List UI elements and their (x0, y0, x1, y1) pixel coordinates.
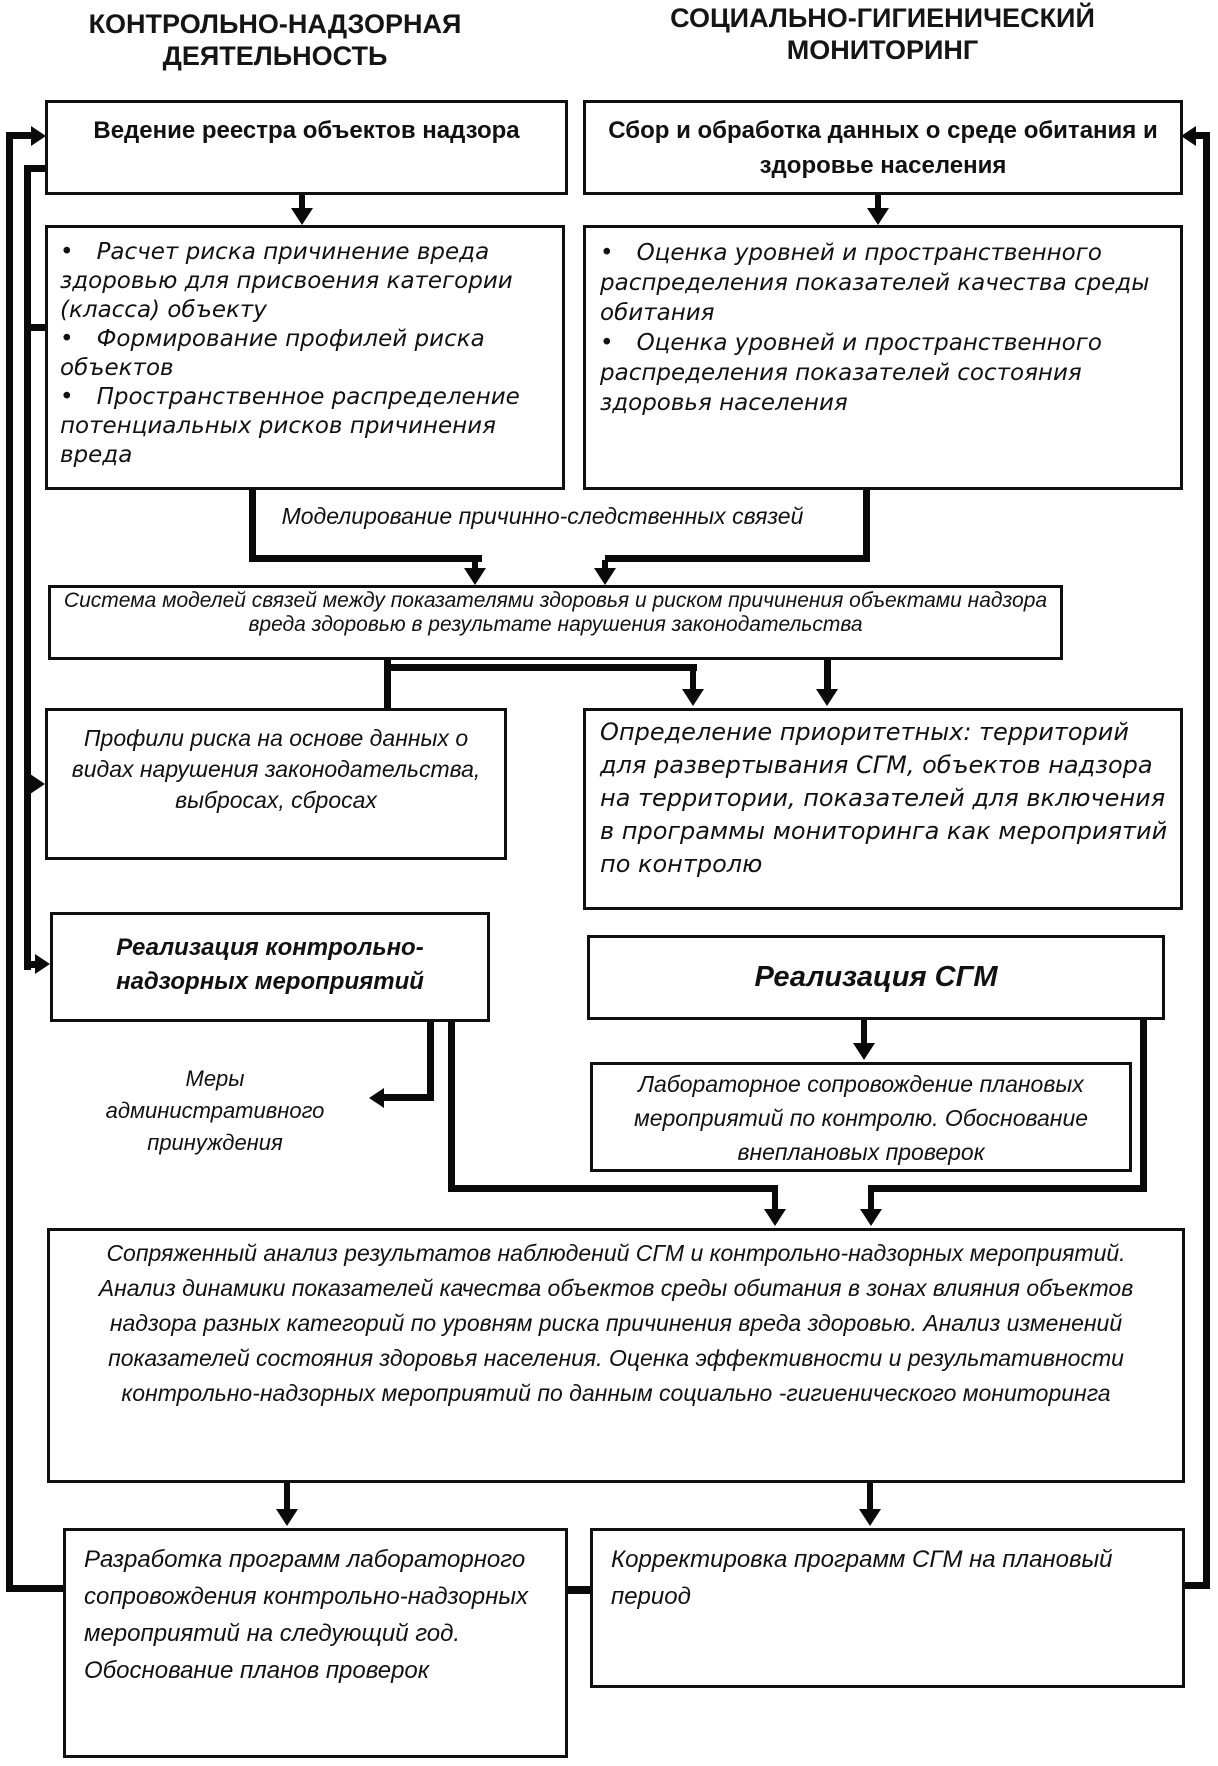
arrowhead-into-sgmadj (859, 1509, 881, 1526)
connector-right-outer-bottom (1185, 1582, 1210, 1589)
connector-sgmtasks-down (863, 490, 870, 555)
connector-kndimpl-down-a (427, 1022, 434, 1101)
sgm-tasks-box (583, 225, 1183, 490)
bullet-item: • Оценка уровней и пространственного распределения показателей качества среды обитания (600, 240, 1150, 326)
arrowhead-into-collection (1181, 126, 1196, 146)
connector-sgmside-horizontal (868, 1185, 1147, 1192)
knd-implementation-box: Реализация контрольно-надзорных мероприятий (50, 912, 490, 1022)
bullet-item: • Оценка уровней и пространственного распределения показателей состояния здоровья населения (600, 330, 1102, 416)
arrowhead-collection-to-tasks (867, 208, 889, 225)
arrowhead-into-priorities-right (816, 689, 838, 706)
connector-joint-drop-right (868, 1192, 874, 1209)
arrowhead-into-priorities-left (682, 689, 704, 706)
data-collection-box: Сбор и обработка данных о среде обитания и здоровье населения (583, 100, 1183, 195)
connector-joint-to-progdev (284, 1483, 290, 1509)
connector-kndimpl-down-b (448, 1022, 455, 1192)
sgm-column-header: СОЦИАЛЬНО-ГИГИЕНИЧЕСКИЙ МОНИТОРИНГ (670, 3, 1095, 65)
bullet-item: • Формирование профилей риска объектов (60, 326, 485, 381)
risk-profiles-box: Профили риска на основе данных о видах нарушения законодательства, выбросах, сбросах (45, 708, 507, 860)
connector-kndimpl-horizontal (448, 1185, 778, 1192)
connector-kndtasks-down (249, 490, 256, 555)
modeling-label: Моделирование причинно-следственных связей (281, 503, 804, 529)
connector-progdev-sgmadj (568, 1586, 590, 1594)
arrowhead-into-joint-right (860, 1209, 882, 1226)
connector-kndtasks-horizontal (249, 555, 482, 562)
priorities-box: Определение приоритетных: территорий для развертывания СГМ, объектов надзора на территории, показателей для включения в программы мониторинга как мероприятий по контролю (583, 708, 1183, 910)
admin-measures-label: Меры административного принуждения (105, 1066, 325, 1155)
arrowhead-into-knd-implementation (35, 954, 50, 974)
connector-priorities-drop-left (690, 671, 696, 691)
connector-sgmimpl-to-lab (861, 1020, 867, 1045)
joint-analysis-box: Сопряженный анализ результатов наблюдений СГМ и контрольно-надзорных мероприятий. Анализ динамики показателей качества объектов среды обитания в зонах влияния объектов надзора разных категорий по уровням риска причинения вреда здоровью. Анализ изменений показателей состояния здоровья населения. Оценка эффективности и результативности контрольно-надзорных мероприятий по данным социально -гигиенического мониторинга (47, 1228, 1185, 1483)
connector-joint-drop-left (772, 1192, 778, 1209)
arrowhead-registry-to-tasks (291, 208, 313, 225)
connector-sgmside-down (1140, 1020, 1147, 1192)
arrowhead-into-progdev (276, 1509, 298, 1526)
bullet-item: • Пространственное распределение потенциальных рисков причинения вреда (60, 384, 520, 468)
connector-right-outer-top (1196, 132, 1210, 139)
connector-joint-to-sgmadj (867, 1483, 873, 1509)
lab-support-box: Лабораторное сопровождение плановых мероприятий по контролю. Обоснование внеплановых проверок (590, 1062, 1132, 1172)
connector-models-horizontal (384, 664, 697, 671)
arrowhead-into-models-left (464, 568, 486, 585)
connector-left-inner-vertical (24, 165, 31, 970)
connector-left-inner-top (24, 165, 45, 172)
models-system-box: Система моделей связей между показателями здоровья и риском причинения объектами надзора вреда здоровью в результате нарушения законодательства (48, 585, 1063, 660)
registry-box: Ведение реестра объектов надзора (45, 100, 568, 195)
connector-left-outer-top (6, 132, 32, 139)
connector-measures-horizontal (384, 1094, 434, 1101)
knd-tasks-box (45, 225, 565, 490)
bullet-item: • Расчет риска причинение вреда здоровью для присвоения категории (класса) объекту (60, 239, 513, 323)
sgm-adjustment-box: Корректировка программ СГМ на плановый период (590, 1528, 1185, 1688)
arrowhead-into-measures (369, 1088, 384, 1108)
arrowhead-into-models-right (594, 568, 616, 585)
connector-priorities-drop-right (824, 660, 831, 690)
arrowhead-into-registry (31, 126, 46, 146)
knd-column-header: КОНТРОЛЬНО-НАДЗОРНАЯ ДЕЯТЕЛЬНОСТЬ (88, 9, 462, 71)
connector-sgmtasks-horizontal (605, 555, 870, 562)
arrowhead-into-lab (853, 1043, 875, 1060)
connector-left-outer-bottom (6, 1585, 63, 1592)
connector-left-inner-kndtasks-stub (24, 324, 45, 331)
arrowhead-into-risk-profiles (30, 774, 45, 794)
connector-right-outer-vertical (1203, 132, 1210, 1588)
program-development-box: Разработка программ лабораторного сопровождения контрольно-надзорных мероприятий на следующий год. Обоснование планов проверок (63, 1528, 568, 1758)
arrowhead-into-joint-left (764, 1209, 786, 1226)
connector-left-outer-vertical (6, 132, 13, 1592)
sgm-implementation-box: Реализация СГМ (587, 935, 1165, 1020)
